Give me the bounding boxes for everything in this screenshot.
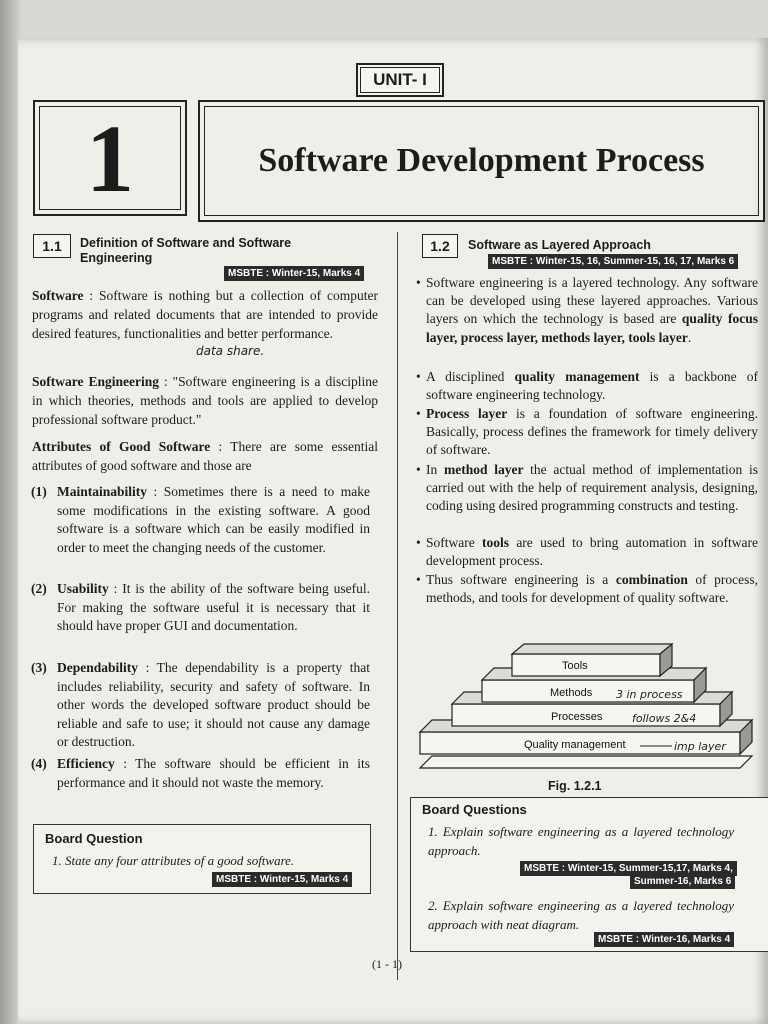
layer-bullet: • Thus software engineering is a combination of process, methods, and tools for development of quality software.: [426, 571, 758, 607]
layer-tools-bevel: [512, 644, 672, 654]
layer-label-methods: Methods: [550, 687, 593, 699]
section-1-2-tag: MSBTE : Winter-15, 16, Summer-15, 16, 17, Marks 6: [488, 254, 738, 269]
section-title-1-2: Software as Layered Approach: [468, 238, 651, 252]
chapter-title: Software Development Process: [198, 100, 765, 222]
column-divider: [397, 232, 398, 980]
unit-label: UNIT- I: [356, 63, 444, 97]
attribute-item: (1) Maintainability : Sometimes there is a need to make some modifications in the existing software. A good software is a software which can be easily modified in order to meet the changing needs of the customer.: [31, 484, 371, 555]
layered-diagram: [410, 640, 768, 780]
handwritten-note-imp-layer: imp layer: [674, 740, 726, 753]
layer-3d-top-quality: [420, 756, 752, 768]
layer-bullet: • Software tools are used to bring automation in software development process.: [426, 534, 758, 570]
layer-label-quality: Quality management: [524, 739, 626, 751]
section-number-1-1: 1.1: [33, 234, 71, 258]
board-question-1: 1. Explain software engineering as a layered technology approach.: [428, 824, 734, 858]
attribute-item: (3) Dependability : The dependability is a property that includes reliability, security and safety of software. In other words the developed software product should be reliable and safe to use; it should not cause any damage or destruction.: [31, 660, 370, 750]
layer-label-processes: Processes: [551, 711, 603, 723]
layer-bullet: • Process layer is a foundation of software engineering. Basically, process defines the framework for timely delivery of software.: [426, 405, 758, 460]
board-question-tag: MSBTE : Winter-15, Marks 4: [212, 872, 352, 887]
attribute-item: (4) Efficiency : The software should be efficient in its performance and it should not waste the memory.: [31, 756, 371, 790]
board-question-1-tag-b: Summer-16, Marks 6: [630, 874, 735, 889]
handwritten-note-process: 3 in process: [616, 688, 683, 701]
layer-bullet: • A disciplined quality management is a backbone of software engineering technology.: [426, 368, 758, 404]
board-question-title: Board Question: [45, 831, 143, 846]
board-question-2-tag: MSBTE : Winter-16, Marks 4: [594, 932, 734, 947]
figure-caption: Fig. 1.2.1: [548, 779, 602, 793]
attribute-item: (2) Usability : It is the ability of the software being useful. For making the software useful it is necessary that it should have proper GUI and documentation.: [31, 581, 370, 634]
layer-label-tools: Tools: [562, 660, 588, 672]
section-number-1-2: 1.2: [422, 234, 458, 258]
section-title-1-1: Definition of Software and Software Engineering: [80, 236, 292, 265]
software-definition: Software : Software is nothing but a collection of computer programs and related documents that are intended to provide desired features, functionalities and better performance.: [32, 288, 378, 341]
board-question-2: 2. Explain software engineering as a layered technology approach with neat diagram.: [428, 898, 734, 932]
page-number: (1 - 1): [372, 957, 402, 971]
section-1-1-tag: MSBTE : Winter-15, Marks 4: [224, 266, 364, 281]
chapter-number: 1: [33, 100, 187, 216]
board-question-text: 1. State any four attributes of a good software.: [52, 853, 295, 868]
board-questions-title: Board Questions: [422, 802, 527, 817]
layer-bullet: • Software engineering is a layered technology. Any software can be developed using these layered approaches. Various layers on which the technology is based are quality focus layer, process layer, methods layer, tools layer.: [426, 274, 758, 347]
attributes-intro: Attributes of Good Software : There are some essential attributes of good software and those are: [32, 439, 379, 473]
handwritten-note-datashare: data share.: [196, 344, 265, 358]
software-engineering-definition: Software Engineering : "Software engineering is a discipline in which theories, methods and tools are applied to develop professional software product.": [32, 374, 378, 427]
board-question-1-tag-a: MSBTE : Winter-15, Summer-15,17, Marks 4,: [520, 861, 737, 876]
layer-bullet: • In method layer the actual method of implementation is carried out with the help of requirement analysis, designing, coding using desired programming constructs and testing.: [426, 461, 758, 516]
handwritten-note-follows: follows 2&4: [632, 712, 697, 725]
